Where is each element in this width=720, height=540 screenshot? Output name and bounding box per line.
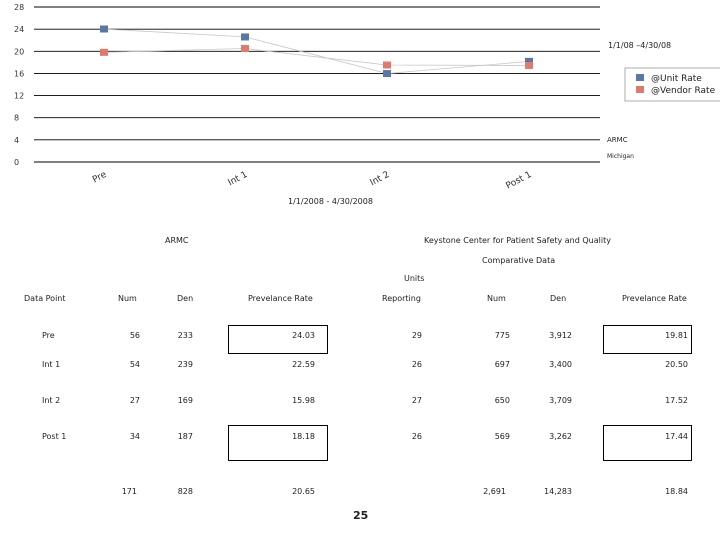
row-label: Int 2: [42, 396, 61, 405]
highlight-box-post-keystone: [603, 425, 692, 461]
cell-den: 187: [177, 432, 193, 441]
col-header-data-point: Data Point: [24, 294, 66, 303]
y-tick-label: 4: [14, 135, 20, 145]
total-num: 171: [121, 487, 137, 496]
data-point: [100, 49, 108, 56]
michigan-annotation: Michigan: [607, 153, 634, 160]
armc-annotation: ARMC: [607, 136, 628, 144]
cell-rate: 18.18: [292, 432, 315, 441]
y-tick-label: 28: [14, 3, 25, 12]
cell-num: 34: [129, 432, 140, 441]
cell-keystone-num: 697: [494, 360, 510, 369]
y-tick-label: 16: [14, 69, 25, 79]
y-tick-label: 0: [14, 158, 20, 167]
series-1: [100, 45, 533, 69]
units-heading: Units: [404, 274, 425, 283]
col-header-keystone-num: Num: [487, 294, 506, 303]
legend-box: [625, 68, 720, 101]
chart-gridlines: [34, 7, 600, 162]
col-header-num: Num: [118, 294, 137, 303]
cell-keystone-num: 569: [494, 432, 510, 441]
col-header-reporting: Reporting: [382, 294, 421, 303]
x-tick-label: Pre: [91, 169, 109, 186]
row-label: Post 1: [42, 432, 67, 441]
data-point: [241, 45, 249, 52]
x-tick-label: Int 2: [368, 169, 392, 189]
cell-rate: 24.03: [292, 331, 315, 340]
cell-num: 27: [129, 396, 140, 405]
y-tick-label: 24: [14, 25, 25, 35]
data-point: [383, 62, 391, 69]
y-tick-label: 12: [14, 91, 25, 101]
data-point: [525, 62, 533, 69]
cell-reporting: 29: [411, 331, 422, 340]
total-rate: 20.65: [292, 487, 315, 496]
cell-den: 233: [177, 331, 193, 340]
total-keystone-num: 2,691: [483, 487, 506, 496]
cell-keystone-num: 775: [494, 331, 510, 340]
data-point: [241, 33, 249, 40]
cell-reporting: 26: [411, 360, 422, 369]
cell-keystone-rate: 19.81: [665, 331, 688, 340]
cell-keystone-den: 3,912: [549, 331, 572, 340]
row-label: Pre: [42, 331, 55, 340]
total-keystone-rate: 18.84: [665, 487, 688, 496]
date-range-label: 1/1/2008 - 4/30/2008: [288, 197, 373, 206]
cell-keystone-num: 650: [494, 396, 510, 405]
cell-keystone-rate: 20.50: [665, 360, 688, 369]
y-tick-label: 8: [14, 113, 20, 123]
cell-keystone-rate: 17.44: [665, 432, 688, 441]
col-header-keystone-prevalence-rate: Prevelance Rate: [622, 294, 687, 303]
highlight-box-post: [228, 425, 328, 461]
legend-label-vendor-rate: @Vendor Rate: [651, 86, 716, 96]
cell-den: 239: [177, 360, 193, 369]
legend-swatch-unit-rate: [636, 74, 644, 81]
cell-reporting: 27: [411, 396, 422, 405]
keystone-heading: Keystone Center for Patient Safety and Quality: [424, 236, 611, 245]
comparative-data-heading: Comparative Data: [482, 256, 556, 265]
x-tick-label: Int 1: [226, 169, 250, 189]
y-axis-ticks: [14, 3, 24, 167]
cell-rate: 22.59: [292, 360, 315, 369]
cell-keystone-rate: 17.52: [665, 396, 688, 405]
data-point: [100, 25, 108, 32]
chart-legend: [625, 68, 720, 101]
line-chart: [0, 0, 720, 215]
date-range-annotation: 1/1/08 –4/30/08: [608, 41, 672, 50]
total-keystone-den: 14,283: [544, 487, 572, 496]
cell-reporting: 26: [411, 432, 422, 441]
cell-num: 56: [129, 331, 140, 340]
legend-swatch-vendor-rate: [636, 86, 644, 93]
cell-keystone-den: 3,400: [549, 360, 572, 369]
col-header-keystone-den: Den: [550, 294, 567, 303]
page-number: 25: [353, 509, 369, 522]
col-header-prevalence-rate: Prevelance Rate: [248, 294, 313, 303]
x-axis-categories: [91, 170, 533, 192]
cell-keystone-den: 3,262: [549, 432, 572, 441]
total-den: 828: [177, 487, 193, 496]
x-tick-label: Post 1: [504, 169, 534, 192]
cell-keystone-den: 3,709: [549, 396, 572, 405]
cell-den: 169: [177, 396, 193, 405]
row-label: Int 1: [42, 360, 61, 369]
cell-num: 54: [129, 360, 140, 369]
data-point: [383, 70, 391, 77]
armc-heading: ARMC: [165, 236, 189, 245]
y-tick-label: 20: [14, 47, 25, 57]
legend-label-unit-rate: @Unit Rate: [651, 74, 702, 84]
cell-rate: 15.98: [292, 396, 315, 405]
col-header-den: Den: [177, 294, 194, 303]
